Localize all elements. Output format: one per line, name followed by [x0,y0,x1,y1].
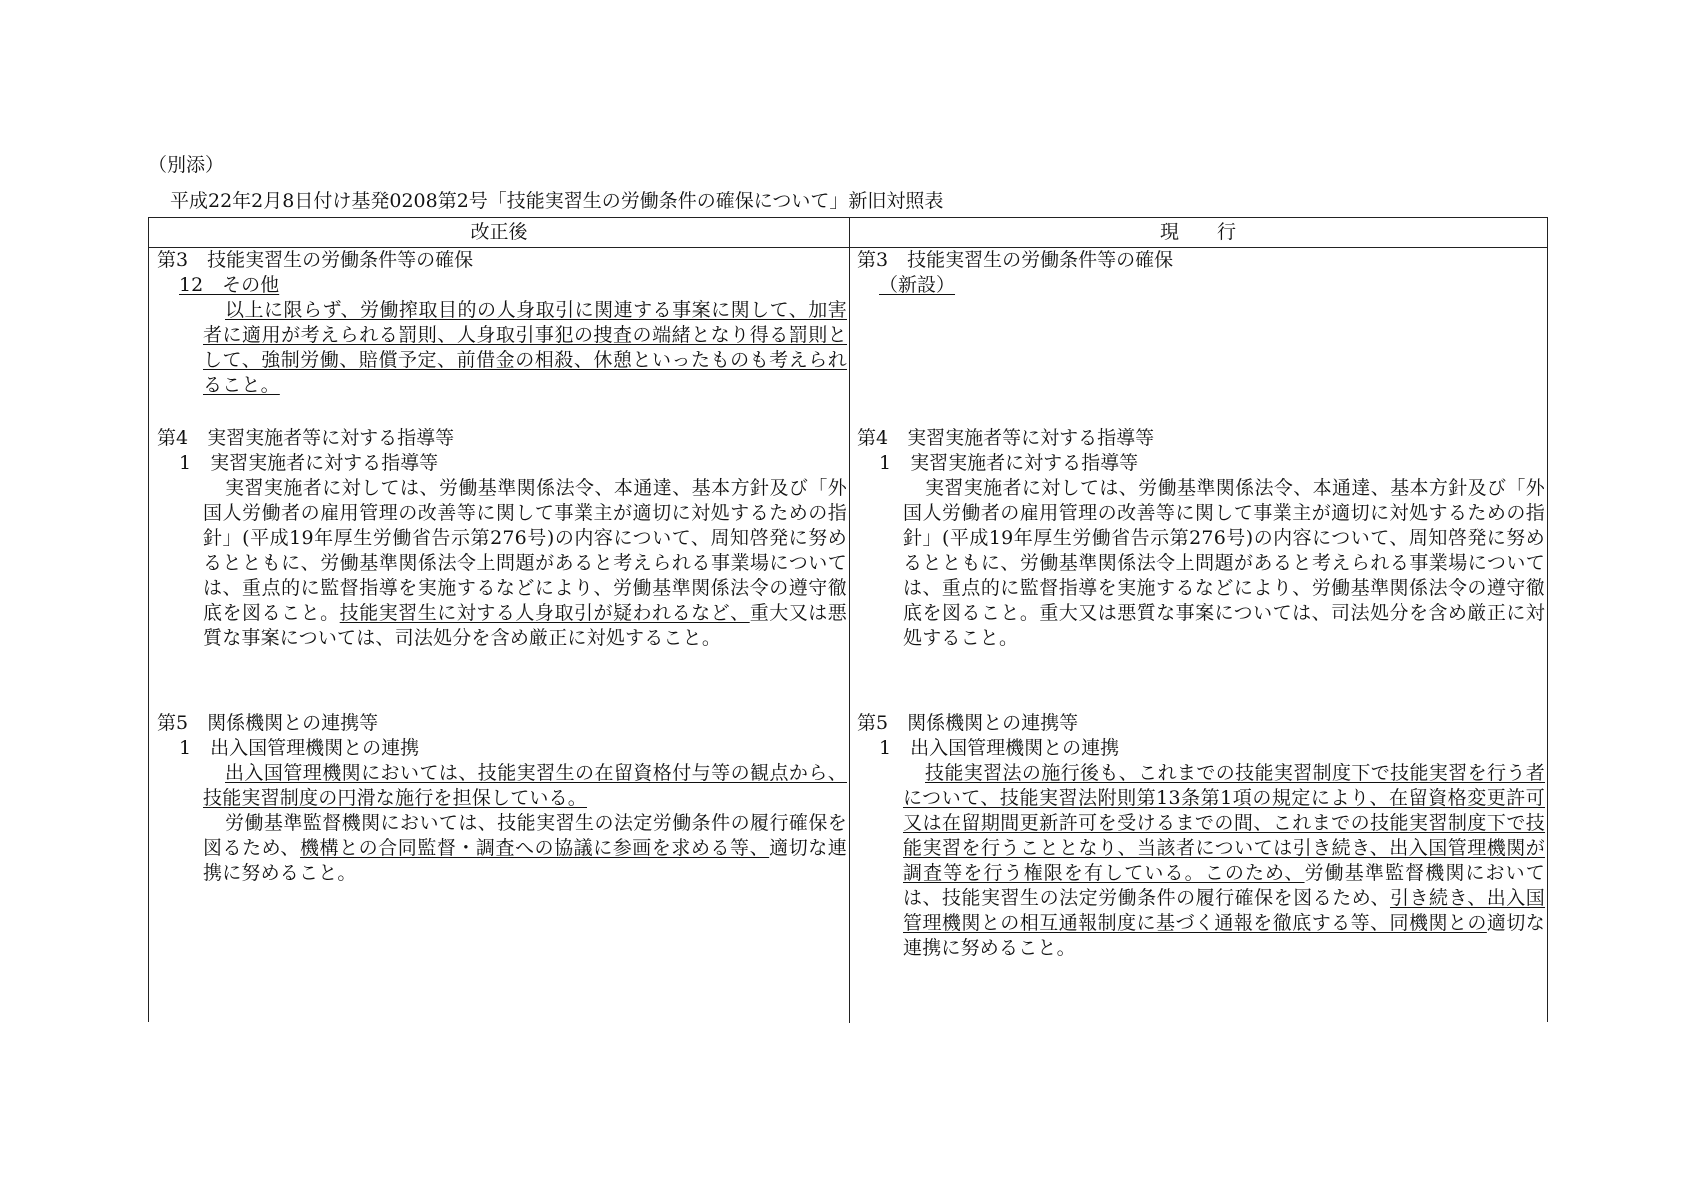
section-body [157,761,847,886]
subsection-heading: 12 その他 [179,274,280,296]
section-body [857,476,1545,651]
section-heading: 第3 技能実習生の労働条件等の確保 [857,249,1174,271]
paragraph-text: 重大又は悪質な事案については、司法処分を含め厳正に対処すること。 [203,602,847,649]
table-header-row [149,218,1547,248]
column-header-new: 改正後 [470,221,528,243]
paragraph-text: 適切な連携に努めること。 [203,837,847,884]
section-heading: 第4 実習実施者等に対する指導等 [857,427,1155,449]
subsection-heading: 1 実習実施者に対する指導等 [879,452,1139,474]
paragraph-text: 労働基準監督機関においては、技能実習生の法定労働条件の履行確保を図るため、 [903,862,1545,909]
column-divider [849,218,850,1023]
section-4-new [157,426,847,651]
subsection-heading: 1 出入国管理機関との連携 [179,737,420,759]
paragraph [903,761,1545,961]
paragraph-text: 実習実施者に対しては、労働基準関係法令、本通達、基本方針及び「外国人労働者の雇用管理の改善等に関して事業主が適切に対処するための指針」(平成19年厚生労働省告示第276号)の内容について、周知啓発に努めるとともに、労働基準関係法令上問題があると考えられる事業場については、重点的に監督指導を実施するなどにより、労働基準関係法令の遵守徹底を図ること。 [203,477,847,624]
paragraph [203,811,847,886]
section-5-new [157,711,847,886]
attachment-label: （別添） [148,154,225,176]
section-4-old [857,426,1545,651]
paragraph-text: 適切な連携に努めること。 [903,912,1545,959]
paragraph: 以上に限らず、労働搾取目的の人身取引に関連する事案に関して、加害者に適用が考えられる罰則、人身取引事犯の捜査の端緒となり得る罰則として、強制労働、賠償予定、前借金の相殺、休憩といったものも考えられること。 [203,299,847,396]
comparison-table [148,217,1548,1022]
new-establishment-note: （新設） [879,274,956,296]
changed-text: 引き続き、出入国管理機関との相互通報制度に基づく通報を徹底する等、同機関との [903,887,1545,934]
section-body [857,761,1545,961]
section-3-old [857,248,1545,298]
section-heading: 第3 技能実習生の労働条件等の確保 [157,249,474,271]
section-heading: 第4 実習実施者等に対する指導等 [157,427,455,449]
section-body [157,298,847,398]
amended-text: 技能実習生に対する人身取引が疑われるなど、 [339,602,750,624]
changed-text: 技能実習法の施行後も、これまでの技能実習制度下で技能実習を行う者について、技能実習法附則第13条第1項の規定により、在留資格変更許可又は在留期間更新許可を受けるまでの間、これまでの技能実習制度下で技能実習を行うこととなり、当該者については引き続き、出入国管理機関が調査等を行う権限を有している。このため、 [903,762,1545,884]
paragraph-text: 労働基準監督機関においては、技能実習生の法定労働条件の履行確保を図るため、 [203,812,847,859]
paragraph [203,476,847,651]
subsection-heading: 1 出入国管理機関との連携 [879,737,1120,759]
amended-text: 機構との合同監督・調査への協議に参画を求める等、 [299,837,770,859]
subsection-heading: 1 実習実施者に対する指導等 [179,452,439,474]
section-body [157,476,847,651]
column-header-old: 現 行 [1159,221,1236,243]
section-3-new [157,248,847,398]
amended-paragraph: 出入国管理機関においては、技能実習生の在留資格付与等の観点から、技能実習制度の円滑な施行を担保している。 [203,762,847,809]
section-5-old [857,711,1545,961]
paragraph: 実習実施者に対しては、労働基準関係法令、本通達、基本方針及び「外国人労働者の雇用管理の改善等に関して事業主が適切に対処するための指針」(平成19年厚生労働省告示第276号)の内容について、周知啓発に努めるとともに、労働基準関係法令上問題があると考えられる事業場については、重点的に監督指導を実施するなどにより、労働基準関係法令の遵守徹底を図ること。重大又は悪質な事案については、司法処分を含め厳正に対処すること。 [903,477,1545,649]
section-heading: 第5 関係機関との連携等 [857,712,1079,734]
document-title: 平成22年2月8日付け基発0208第2号「技能実習生の労働条件の確保について」新旧対照表 [170,190,944,212]
section-heading: 第5 関係機関との連携等 [157,712,379,734]
